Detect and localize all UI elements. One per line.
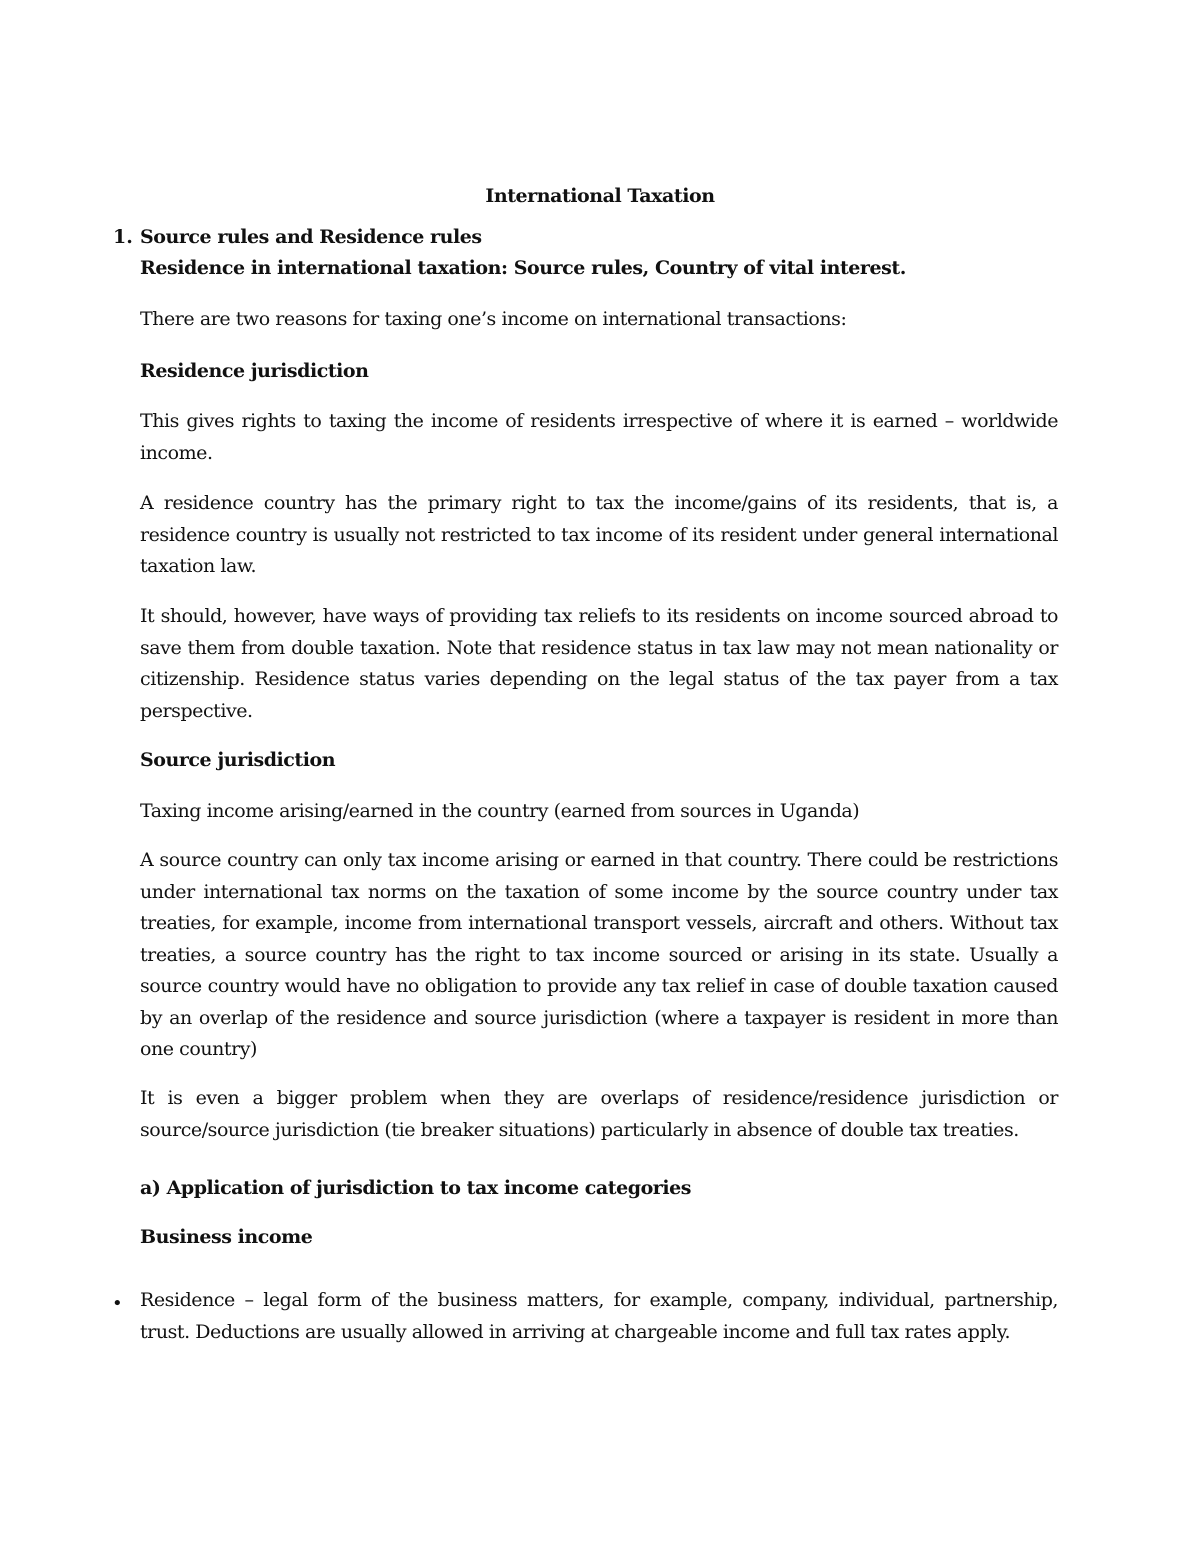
section-heading: Source rules and Residence rules xyxy=(140,226,482,248)
business-income-bullet: Residence – legal form of the business matters, for example, company, individual, partnership, trust. Deductions are usually allowed in arriving at chargeable income and full tax rates apply. xyxy=(140,1289,1058,1343)
residence-paragraph-2: A residence country has the primary right to tax the income/gains of its residents, that is, a residence country is usually not restricted to tax income of its resident under general international taxation law. xyxy=(140,492,1058,577)
application-heading: a) Application of jurisdiction to tax income categories xyxy=(140,1177,692,1199)
subheading: Residence in international taxation: Source rules, Country of vital interest. xyxy=(140,257,906,279)
intro-paragraph: There are two reasons for taxing one’s income on international transactions: xyxy=(140,308,847,330)
section-number: 1. xyxy=(113,226,133,248)
bullet-marker: • xyxy=(112,1293,123,1314)
document-title: International Taxation xyxy=(485,185,715,207)
source-paragraph-3: It is even a bigger problem when they are overlaps of residence/residence jurisdiction or source/source jurisdiction (tie breaker situations) particularly in absence of double tax treaties. xyxy=(140,1087,1058,1141)
source-paragraph-2: A source country can only tax income arising or earned in that country. There could be restrictions under international tax norms on the taxation of some income by the source country under tax treaties, for example, income from international transport vessels, aircraft and others. Without tax treaties, a source country has the right to tax income sourced or arising in its state. Usually a source country would have no obligation to provide any tax relief in case of double taxation caused by an overlap of the residence and source jurisdiction (where a taxpayer is resident in more than one country) xyxy=(140,849,1058,1060)
source-jurisdiction-heading: Source jurisdiction xyxy=(140,749,336,771)
business-income-heading: Business income xyxy=(140,1226,313,1248)
residence-paragraph-3: It should, however, have ways of providing tax reliefs to its residents on income sourced abroad to save them from double taxation. Note that residence status in tax law may not mean nationality or citizenship. Residence status varies depending on the legal status of the tax payer from a tax perspective. xyxy=(140,605,1058,722)
residence-paragraph-1: This gives rights to taxing the income of residents irrespective of where it is earned – worldwide income. xyxy=(140,410,1058,464)
residence-jurisdiction-heading: Residence jurisdiction xyxy=(140,360,369,382)
source-paragraph-1: Taxing income arising/earned in the country (earned from sources in Uganda) xyxy=(140,800,860,822)
